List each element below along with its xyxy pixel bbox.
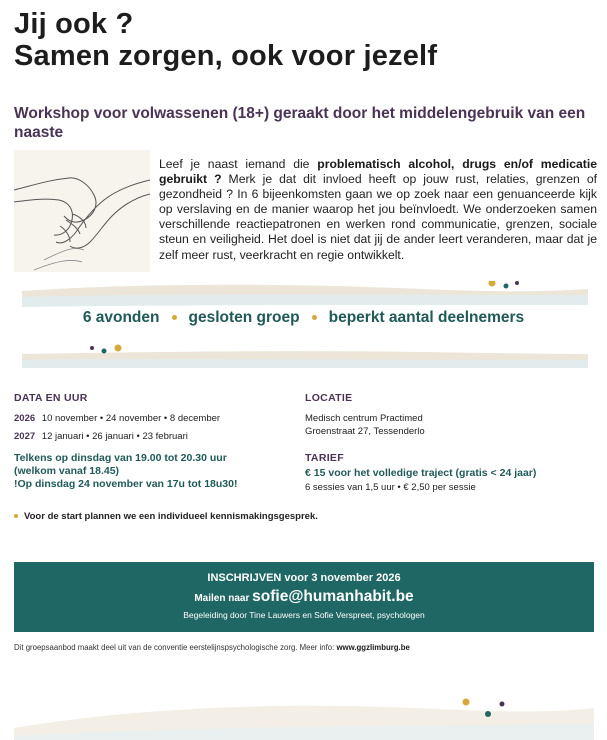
bullet-dot-icon <box>14 514 18 518</box>
feature-limited: beperkt aantal deelnemers <box>328 309 525 326</box>
registration-banner <box>14 562 594 632</box>
decorative-wave-top <box>22 281 588 307</box>
decorative-wave-footer <box>14 688 594 740</box>
guidance-text: Begeleiding door Tine Lauwers en Sofie Verspreet, psychologen <box>183 610 425 620</box>
tariff-detail: 6 sessies van 1,5 uur • € 2,50 per sessie <box>305 482 476 493</box>
feature-closed-group: gesloten groep <box>188 309 300 326</box>
title-line-1: Jij ook ? <box>14 8 134 40</box>
feature-list <box>0 309 607 327</box>
schedule-exception: !Op dinsdag 24 november van 17u tot 18u30! <box>14 478 238 490</box>
intro-text-2: Merk je dat dit invloed heeft op jouw rust, relaties, grenzen of gezondheid ? In 6 bijeenkomsten gaan we op zoek naar een genuanceerde kijk op verslaving en de manier waarop het jou beïnvloedt. We onderzoeken samen verschillende reactiepatronen en werken rond communicatie, grenzen, sociale steun en veiligheid. Het doel is niet dat jij de ander leert veranderen, maar dat je zelf meer rust, veerkracht en regie ontwikkelt. <box>159 172 597 262</box>
tariff-header: TARIEF <box>305 452 344 464</box>
feature-evenings: 6 avonden <box>82 309 160 326</box>
hands-icon <box>14 150 150 272</box>
bullet-dot-icon <box>312 315 317 320</box>
mail-line: Mailen naar sofie@humanhabit.be <box>194 588 414 605</box>
tariff-price: € 15 voor het volledige traject (gratis < 24 jaar) <box>305 467 537 479</box>
intro-text-1: Leef je naast iemand die <box>159 157 318 171</box>
intro-bold: problematisch alcohol, drugs en/of medicatie gebruikt ? <box>159 157 598 187</box>
schedule-time: Telkens op dinsdag van 19.00 tot 20.30 uur (welkom vanaf 18.45) !Op dinsdag 24 november van 17u tot 18u30! <box>14 452 238 490</box>
holding-hands-illustration <box>14 150 150 272</box>
footer-text: Dit groepsaanbod maakt deel uit van de conventie eerstelijnspsychologische zorg. Meer info: www.ggzlimburg.be <box>14 643 410 652</box>
page-title <box>14 8 437 72</box>
schedule-row-2026: 2026 10 november • 24 november • 8 december <box>14 413 221 424</box>
schedule-header: DATA EN UUR <box>14 392 88 404</box>
footer-link[interactable]: www.ggzlimburg.be <box>336 643 410 652</box>
subtitle: Workshop voor volwassenen (18+) geraakt door het middelengebruik van een naaste <box>14 105 586 141</box>
location-details: Medisch centrum Practimed Groenstraat 27, Tessenderlo <box>305 413 425 437</box>
title-line-2: Samen zorgen, ook voor jezelf <box>14 40 438 72</box>
bullet-dot-icon <box>172 315 177 320</box>
decorative-wave-bottom <box>22 342 588 368</box>
schedule-row-2027: 2027 12 januari • 26 januari • 23 februari <box>14 431 188 442</box>
email-link[interactable]: sofie@humanhabit.be <box>252 588 414 605</box>
intake-note: Voor de start plannen we een individueel kennismakingsgesprek. <box>14 511 318 522</box>
register-deadline: INSCHRIJVEN voor 3 november 2026 <box>207 572 401 584</box>
location-header: LOCATIE <box>305 392 353 404</box>
intro-paragraph <box>159 157 597 263</box>
